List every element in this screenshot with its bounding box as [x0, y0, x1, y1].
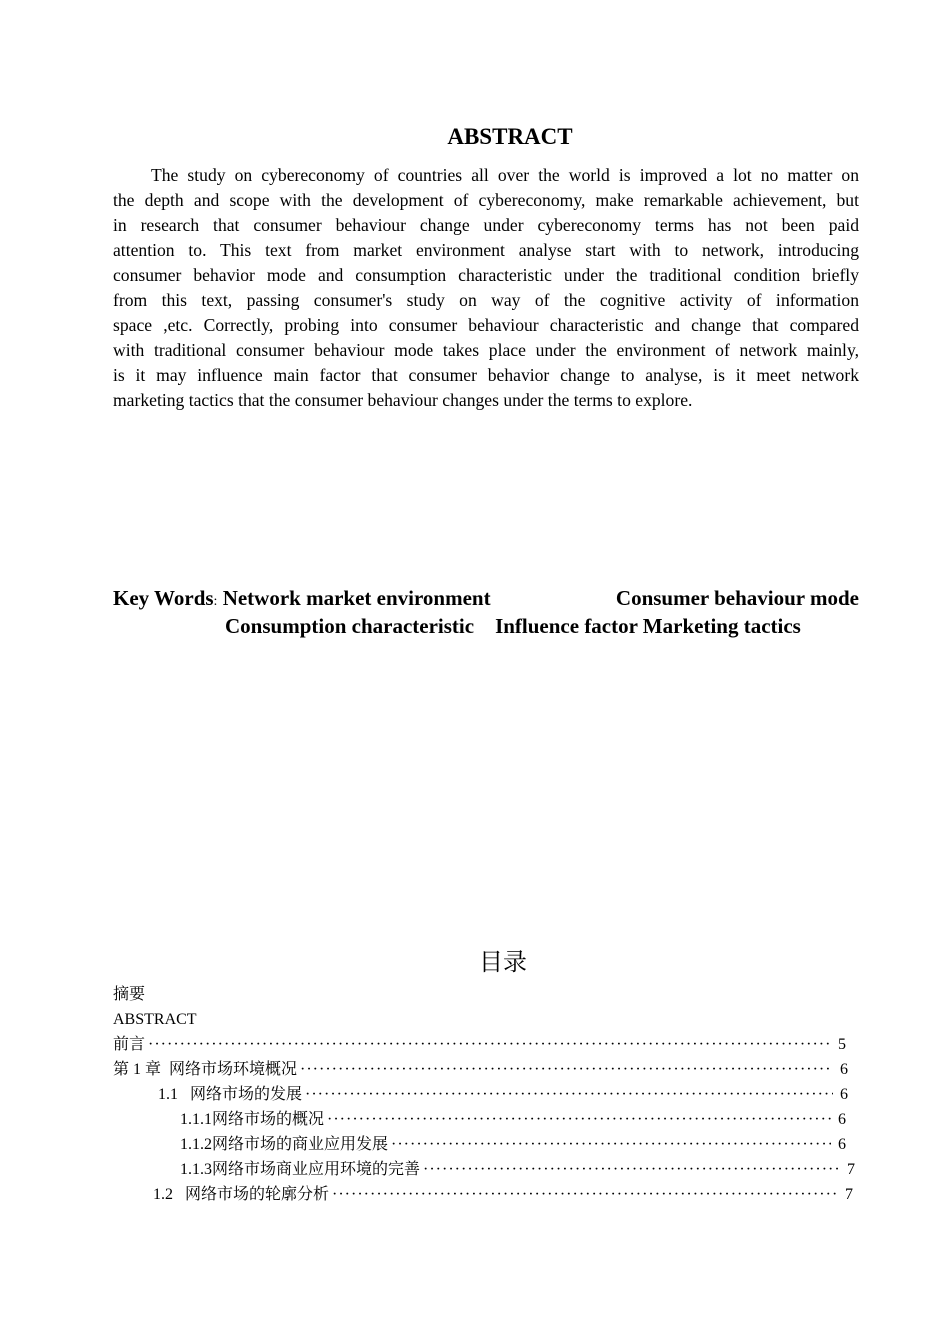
toc-entry[interactable]	[113, 1107, 846, 1132]
toc-label: 前言	[113, 1036, 146, 1053]
toc-label: 1.1.3网络市场商业应用环境的完善	[180, 1161, 421, 1178]
toc-entry[interactable]	[113, 1182, 853, 1207]
toc-entry[interactable]	[113, 1057, 848, 1082]
table-of-contents	[113, 982, 853, 1207]
toc-title: 目录	[479, 948, 527, 976]
toc-label: 1.1 网络市场的发展	[158, 1086, 303, 1103]
abstract-line: in research that consumer behaviour change under cybereconomy terms has not been paid	[113, 215, 859, 235]
dot-leader	[148, 1032, 831, 1057]
toc-page: 7	[845, 1186, 853, 1203]
dot-leader	[327, 1107, 831, 1132]
toc-entry[interactable]	[113, 982, 853, 1007]
toc-page: 6	[840, 1086, 848, 1103]
keywords	[113, 586, 859, 639]
toc-page: 6	[838, 1111, 846, 1128]
abstract-line: is it may influence main factor that consumer behavior change to analyse, is it meet network	[113, 365, 859, 385]
toc-label: 1.2 网络市场的轮廓分析	[153, 1186, 330, 1203]
dot-leader	[300, 1057, 833, 1082]
abstract-line: consumer behavior mode and consumption characteristic under the traditional condition briefly	[113, 265, 859, 285]
abstract-title: ABSTRACT	[447, 124, 573, 149]
toc-label: 1.1.1网络市场的概况	[180, 1111, 325, 1128]
toc-label: 1.1.2网络市场的商业应用发展	[180, 1136, 389, 1153]
keyword: Network market environment	[222, 586, 491, 610]
keywords-label-group	[113, 586, 491, 614]
toc-page: 6	[840, 1061, 848, 1078]
keyword: Influence factor Marketing tactics	[495, 614, 801, 638]
toc-entry[interactable]	[113, 1157, 855, 1182]
toc-page: 5	[838, 1036, 846, 1053]
abstract-line: space ,etc. Correctly, probing into consumer behaviour characteristic and change that compared	[113, 315, 859, 335]
abstract-line: from this text, passing consumer's study on way of the cognitive activity of information	[113, 290, 859, 310]
dot-leader	[423, 1157, 840, 1182]
toc-label: ABSTRACT	[113, 1011, 197, 1028]
abstract-line: with traditional consumer behaviour mode takes place under the environment of network mainly,	[113, 340, 859, 360]
toc-label: 摘要	[113, 986, 146, 1003]
toc-entry[interactable]	[113, 1007, 853, 1032]
toc-entry[interactable]	[113, 1082, 848, 1107]
toc-label: 第 1 章 网络市场环境概况	[113, 1061, 298, 1078]
keywords-label: Key Words	[113, 586, 214, 610]
abstract-line: the depth and scope with the development of cybereconomy, make remarkable achievement, but	[113, 190, 859, 210]
keyword: Consumer behaviour mode	[615, 586, 859, 610]
abstract-line: The study on cybereconomy of countries all over the world is improved a lot no matter on	[151, 165, 859, 185]
toc-entry[interactable]	[113, 1032, 846, 1057]
dot-leader	[332, 1182, 838, 1207]
dot-leader	[305, 1082, 833, 1107]
toc-page: 7	[847, 1161, 855, 1178]
abstract-line: marketing tactics that the consumer behaviour changes under the terms to explore.	[113, 390, 693, 410]
keywords-colon: :	[213, 594, 218, 609]
toc-page: 6	[838, 1136, 846, 1153]
dot-leader	[391, 1132, 831, 1157]
abstract-body	[113, 163, 859, 413]
toc-entry[interactable]	[113, 1132, 846, 1157]
keyword: Consumption characteristic	[225, 614, 475, 638]
abstract-line: attention to. This text from market environment analyse start with to network, introducing	[113, 240, 859, 260]
